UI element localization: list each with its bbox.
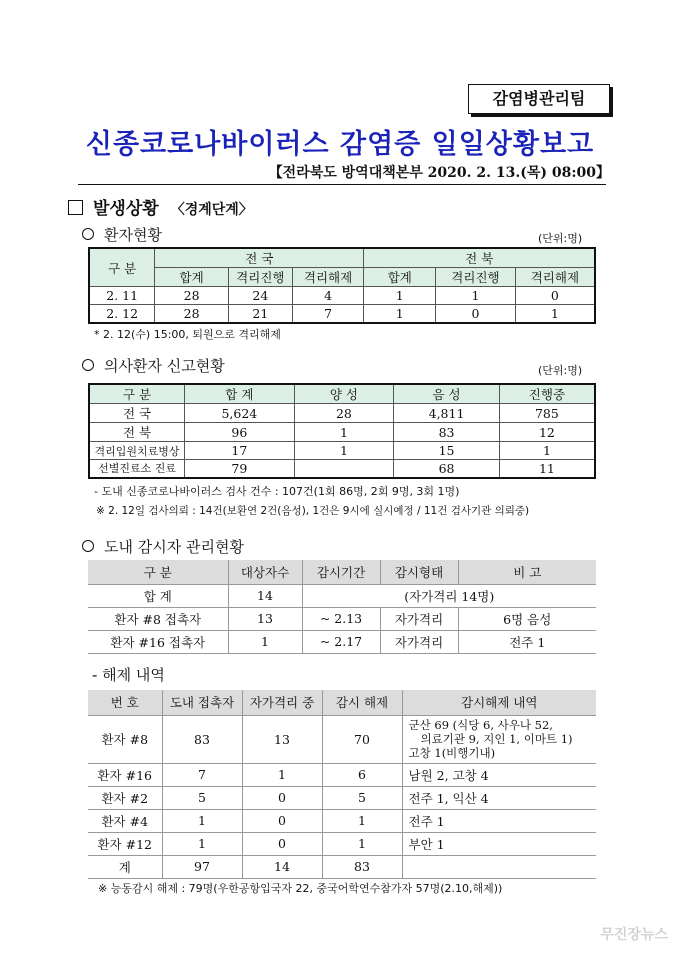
cell: 17 [185, 442, 295, 460]
cell: 자가격리 [380, 607, 458, 630]
monitoring-header: 비 고 [458, 560, 596, 584]
cell: 12 [499, 423, 595, 442]
cell: 5 [162, 786, 242, 809]
cell: 1 [436, 287, 516, 305]
table-row [88, 763, 596, 786]
table-row [88, 832, 596, 855]
cell: 0 [242, 786, 322, 809]
cell: 0 [515, 287, 595, 305]
cell: 68 [394, 460, 500, 478]
release-detail: 부안 1 [402, 832, 596, 855]
suspects-note-tests: - 도내 신종코로나바이러스 검사 건수 : 107건(1회 86명, 2회 9명, 3회 1명) [94, 485, 460, 498]
team-label: 감염병관리팀 [468, 84, 610, 114]
row-label: 환자 #4 [88, 809, 162, 832]
circle-icon [82, 228, 94, 240]
release-detail-line: 군산 69 (식당 6, 사우나 52, [408, 718, 553, 732]
cell [294, 460, 394, 478]
row-label: 환자 #8 접촉자 [88, 607, 228, 630]
table-row [89, 287, 595, 305]
cell: 13 [228, 607, 302, 630]
table-row [88, 715, 596, 763]
patients-header-national: 전 국 [155, 248, 364, 268]
patients-heading [82, 224, 162, 245]
cell: 1 [515, 305, 595, 323]
cell: 28 [155, 287, 229, 305]
cell: 83 [394, 423, 500, 442]
cell: 1 [322, 832, 402, 855]
report-subtitle: 【전라북도 방역대책본부 2020. 2. 13.(목) 08:00】 [268, 165, 610, 181]
table-row [88, 786, 596, 809]
release-header: 감시 해제 [322, 690, 402, 715]
suspects-heading [82, 355, 225, 376]
release-header: 번 호 [88, 690, 162, 715]
row-label: 계 [88, 855, 162, 878]
square-icon [68, 200, 83, 215]
monitoring-header: 감시형태 [380, 560, 458, 584]
row-label: 환자 #16 [88, 763, 162, 786]
release-detail: 전주 1 [402, 809, 596, 832]
suspects-header: 음 성 [394, 384, 500, 404]
cell: 15 [394, 442, 500, 460]
cell: 13 [242, 715, 322, 763]
release-header: 감시해제 내역 [402, 690, 596, 715]
cell: 96 [185, 423, 295, 442]
release-detail-line: 고창 1(비행기내) [408, 746, 496, 760]
patients-subheader: 격리진행 [228, 268, 292, 287]
release-detail [402, 855, 596, 878]
section-label: 발생상황 [93, 199, 159, 219]
cell: 28 [155, 305, 229, 323]
cell: 7 [292, 305, 364, 323]
monitoring-header: 대상자수 [228, 560, 302, 584]
release-table [88, 690, 596, 879]
suspects-unit: (단위:명) [538, 364, 583, 377]
cell: 21 [228, 305, 292, 323]
cell: 자가격리 [380, 630, 458, 653]
cell: 11 [499, 460, 595, 478]
cell: 14 [228, 584, 302, 607]
suspects-header: 진행중 [499, 384, 595, 404]
row-label: 전 국 [89, 404, 185, 423]
patients-table [88, 247, 596, 324]
monitoring-heading-text: 도내 감시자 관리현황 [104, 538, 244, 556]
cell: 7 [162, 763, 242, 786]
title-divider [78, 184, 606, 185]
patients-subheader: 격리해제 [515, 268, 595, 287]
suspects-header: 합 계 [185, 384, 295, 404]
cell: 0 [242, 809, 322, 832]
patients-header-jeonbuk: 전 북 [364, 248, 595, 268]
cell: 1 [322, 809, 402, 832]
alert-stage: 〈경계단계〉 [170, 202, 253, 218]
suspects-header: 양 성 [294, 384, 394, 404]
table-row [89, 460, 595, 478]
cell: 785 [499, 404, 595, 423]
row-label: 합 계 [88, 584, 228, 607]
cell: 70 [322, 715, 402, 763]
cell: 14 [242, 855, 322, 878]
cell: 83 [162, 715, 242, 763]
table-row [89, 442, 595, 460]
release-note: ※ 능동감시 해제 : 79명(우한공항입국자 22, 중국어학연수참가자 57명(2.10,해제)) [98, 882, 503, 895]
patients-subheader: 격리해제 [292, 268, 364, 287]
row-label: 선별진료소 진료 [89, 460, 185, 478]
table-row [88, 584, 596, 607]
release-detail-line: 의료기관 9, 지인 1, 이마트 1) [420, 732, 573, 746]
row-label: 환자 #2 [88, 786, 162, 809]
row-label: 환자 #12 [88, 832, 162, 855]
release-detail: 전주 1, 익산 4 [402, 786, 596, 809]
patients-header-category: 구 분 [89, 248, 155, 287]
row-date: 2. 11 [89, 287, 155, 305]
suspects-note-requests: ※ 2. 12일 검사의뢰 : 14건(보환연 2건(음성), 1건은 9시에 실시예정 / 11건 검사기관 의뢰중) [96, 505, 530, 517]
cell: 1 [162, 832, 242, 855]
patients-subheader: 격리진행 [436, 268, 516, 287]
row-date: 2. 12 [89, 305, 155, 323]
cell: 28 [294, 404, 394, 423]
cell: 0 [242, 832, 322, 855]
circle-icon [82, 359, 94, 371]
suspects-heading-text: 의사환자 신고현황 [104, 357, 225, 375]
row-label: 환자 #8 [88, 715, 162, 763]
release-detail: 남원 2, 고창 4 [402, 763, 596, 786]
cell: 1 [228, 630, 302, 653]
patients-subheader: 합계 [155, 268, 229, 287]
patients-unit: (단위:명) [538, 232, 583, 245]
table-row [89, 404, 595, 423]
cell: 1 [294, 423, 394, 442]
patients-heading-text: 환자현황 [104, 226, 162, 244]
release-header: 자가격리 중 [242, 690, 322, 715]
cell: 83 [322, 855, 402, 878]
cell: 1 [499, 442, 595, 460]
cell: 1 [242, 763, 322, 786]
watermark-logo: 무진장뉴스 [600, 927, 668, 943]
circle-icon [82, 540, 94, 552]
suspects-header: 구 분 [89, 384, 185, 404]
row-label: 환자 #16 접촉자 [88, 630, 228, 653]
table-row [88, 809, 596, 832]
table-row [89, 305, 595, 323]
release-header: 도내 접촉자 [162, 690, 242, 715]
total-remark: (자가격리 14명) [302, 584, 596, 607]
cell: 5,624 [185, 404, 295, 423]
patients-subheader: 합계 [364, 268, 436, 287]
table-row [88, 607, 596, 630]
release-detail [402, 715, 596, 763]
cell: 24 [228, 287, 292, 305]
row-label: 격리입원치료병상 [89, 442, 185, 460]
cell: 전주 1 [458, 630, 596, 653]
cell: 4 [292, 287, 364, 305]
cell: 79 [185, 460, 295, 478]
patients-note: * 2. 12(수) 15:00, 퇴원으로 격리해제 [94, 328, 281, 341]
row-label: 전 북 [89, 423, 185, 442]
cell: 1 [294, 442, 394, 460]
table-row [88, 630, 596, 653]
cell: 1 [162, 809, 242, 832]
cell: 6 [322, 763, 402, 786]
cell: 0 [436, 305, 516, 323]
monitoring-heading [82, 536, 244, 557]
cell: 5 [322, 786, 402, 809]
page-title: 신종코로나바이러스 감염증 일일상황보고 [85, 129, 595, 160]
monitoring-header: 감시기간 [302, 560, 380, 584]
table-row [88, 855, 596, 878]
monitoring-table [88, 560, 596, 654]
cell: 4,811 [394, 404, 500, 423]
cell: 1 [364, 287, 436, 305]
monitoring-header: 구 분 [88, 560, 228, 584]
cell: 1 [364, 305, 436, 323]
cell: ~ 2.13 [302, 607, 380, 630]
suspects-table [88, 383, 596, 479]
cell: 6명 음성 [458, 607, 596, 630]
release-heading: - 해제 내역 [92, 666, 165, 684]
section-heading [68, 194, 253, 219]
cell: ~ 2.17 [302, 630, 380, 653]
table-row [89, 423, 595, 442]
cell: 97 [162, 855, 242, 878]
